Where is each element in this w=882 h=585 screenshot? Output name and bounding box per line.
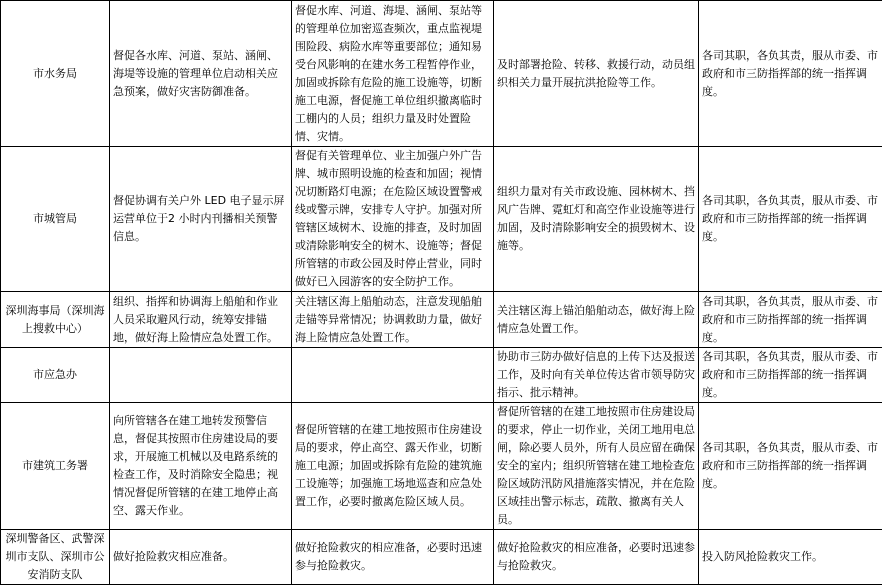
table-row — [1, 348, 882, 403]
measure-cell: 督促协调有关户外 LED 电子显示屏运营单位于2 小时内刊播相关预警信息。 — [110, 147, 292, 292]
measure-cell: 各司其职，各负其责，服从市委、市政府和市三防指挥部的统一指挥调度。 — [699, 292, 882, 348]
measure-cell: 做好抢险救灾的相应准备，必要时迅速参与抢险救灾。 — [292, 530, 494, 585]
measure-cell: 协助市三防办做好信息的上传下达及报送工作，及时向有关单位传达省市领导防灾指示、批示精神。 — [494, 348, 699, 403]
measure-cell: 关注辖区海上锚泊船舶动态，做好海上险情应急处置工作。 — [494, 292, 699, 348]
measure-cell: 督促各水库、河道、泵站、涵闸、海堤等设施的管理单位启动相关应急预案，做好灾害防御准备。 — [110, 1, 292, 147]
measure-cell: 做好抢险救灾的相应准备，必要时迅速参与抢险救灾。 — [494, 530, 699, 585]
measure-cell: 组织、指挥和协调海上船舶和作业人员采取避风行动，统筹安排锚地，做好海上险情应急处置工作。 — [110, 292, 292, 348]
table-row — [1, 292, 882, 348]
measure-cell — [292, 348, 494, 403]
department-cell: 市城管局 — [1, 147, 110, 292]
measure-cell: 向所管辖各在建工地转发预警信息，督促其按照市住房建设局的要求，开展施工机械以及电路系统的检查工作，及时消除安全隐患；视情况督促所管辖的在建工地停止高空、露天作业。 — [110, 403, 292, 530]
measure-cell: 投入防风抢险救灾工作。 — [699, 530, 882, 585]
measure-cell: 督促有关管理单位、业主加强户外广告牌、城市照明设施的检查和加固；视情况切断路灯电源；在危险区域设置警戒线或警示牌，安排专人守护。加强对所管辖区域树木、设施的排查，及时加固或清除影响安全的树木、设施等；督促所管辖的市政公园及时停止营业，同时做好已入园游客的安全防护工作。 — [292, 147, 494, 292]
measure-cell: 各司其职，各负其责，服从市委、市政府和市三防指挥部的统一指挥调度。 — [699, 403, 882, 530]
table-row — [1, 530, 882, 585]
measure-cell: 组织力量对有关市政设施、园林树木、挡风广告牌、霓虹灯和高空作业设施等进行加固，及时清除影响安全的损毁树木、设施等。 — [494, 147, 699, 292]
table-row — [1, 1, 882, 147]
table-row — [1, 403, 882, 530]
table-row — [1, 147, 882, 292]
department-cell: 市建筑工务署 — [1, 403, 110, 530]
measure-cell: 督促所管辖的在建工地按照市住房建设局的要求，停止高空、露天作业，切断施工电源；加固或拆除有危险的建筑施工设施等；加强施工场地巡查和应急处置工作，必要时撤离危险区域人员。 — [292, 403, 494, 530]
department-cell: 市应急办 — [1, 348, 110, 403]
measure-cell: 各司其职，各负其责，服从市委、市政府和市三防指挥部的统一指挥调度。 — [699, 348, 882, 403]
measure-cell: 督促所管辖的在建工地按照市住房建设局的要求，停止一切作业，关闭工地用电总闸，除必要人员外，所有人员应留在确保安全的室内；组织所管辖在建工地检查危险区域防汛防风措施落实情况，并在危险区域挂出警示标志，疏散、撤离有关人员。 — [494, 403, 699, 530]
measure-cell — [110, 348, 292, 403]
measure-cell: 关注辖区海上船舶动态，注意发现船舶走锚等异常情况；协调救助力量，做好海上险情应急处置工作。 — [292, 292, 494, 348]
measure-cell: 做好抢险救灾相应准备。 — [110, 530, 292, 585]
department-cell: 深圳海事局（深圳海上搜救中心） — [1, 292, 110, 348]
measure-cell: 督促水库、河道、海堤、涵闸、泵站等的管理单位加密巡查频次，重点监视堤围险段、病险水库等重要部位；通知易受台风影响的在建水务工程暂停作业，加固或拆除有危险的施工设施等，切断施工电源，督促施工单位组织撤离临时工棚内的人员；组织力量及时处置险情、灾情。 — [292, 1, 494, 147]
department-cell: 市水务局 — [1, 1, 110, 147]
measure-cell: 各司其职，各负其责，服从市委、市政府和市三防指挥部的统一指挥调度。 — [699, 147, 882, 292]
measure-cell: 及时部署抢险、转移、救援行动，动员组织相关力量开展抗洪抢险等工作。 — [494, 1, 699, 147]
department-cell: 深圳警备区、武警深圳市支队、深圳市公安消防支队 — [1, 530, 110, 585]
measure-cell: 各司其职，各负其责，服从市委、市政府和市三防指挥部的统一指挥调度。 — [699, 1, 882, 147]
